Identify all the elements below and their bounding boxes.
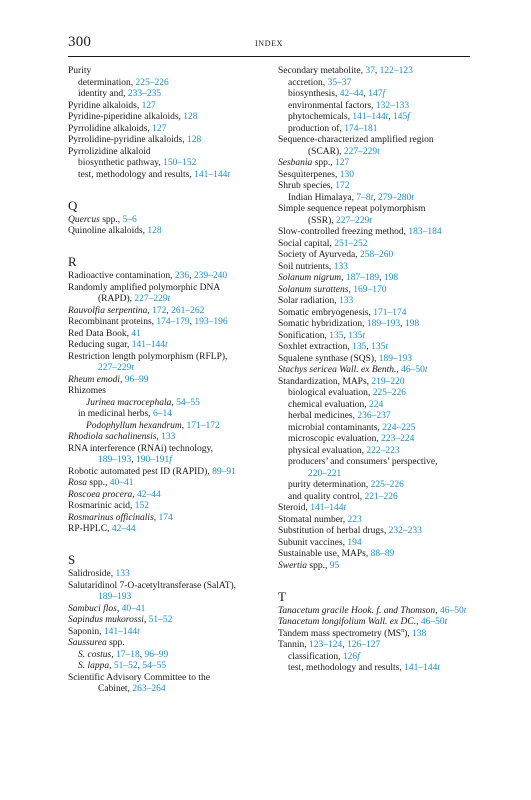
index-entry: Salidroside, 133: [68, 569, 130, 579]
index-entry: Simple sequence repeat polymorphism: [278, 204, 426, 214]
page-ref[interactable]: 128: [187, 135, 202, 145]
page-ref[interactable]: 194: [347, 537, 362, 548]
index-entry: Scientific Advisory Committee to the: [68, 672, 210, 683]
index-subentry: test, methodology and results, 141–144t: [78, 169, 230, 180]
page-ref[interactable]: 132–133: [375, 100, 410, 111]
page-ref[interactable]: 189–193: [378, 353, 413, 364]
page-ref[interactable]: 133: [333, 261, 348, 272]
page-ref[interactable]: 258–260: [359, 250, 394, 260]
page-ref[interactable]: 135t: [371, 342, 389, 352]
page-ref[interactable]: 187–189: [345, 273, 380, 283]
page-ref[interactable]: 126–127: [347, 640, 381, 650]
index-subentry: S. lappa, 51–52, 54–55: [78, 661, 167, 671]
index-entry: Slow-controlled freezing method, 183–184: [278, 227, 442, 237]
page-ref[interactable]: 54–55: [142, 661, 167, 671]
index-subentry: production of, 174–181: [288, 123, 378, 134]
running-head: INDEX: [255, 39, 283, 48]
page-ref[interactable]: 95: [329, 560, 340, 571]
page-ref[interactable]: 232–233: [388, 526, 422, 536]
page-ref[interactable]: 263–264: [132, 684, 166, 694]
page-ref[interactable]: 236: [174, 271, 190, 281]
page-ref[interactable]: 37: [365, 66, 375, 76]
page-ref[interactable]: 5–6: [122, 214, 137, 225]
page-ref[interactable]: 40–41: [121, 603, 146, 614]
index-entry-cont: (SSR), 227–229t: [308, 215, 372, 226]
page-ref[interactable]: 6–14: [152, 409, 172, 419]
index-entry: RNA interference (RNAi) technology,: [68, 443, 214, 454]
page-ref[interactable]: 225–226: [135, 77, 169, 88]
page-ref[interactable]: 150–152: [163, 158, 197, 168]
page-ref[interactable]: 221–226: [364, 491, 398, 502]
page-header: [68, 34, 470, 54]
page-ref[interactable]: 135: [329, 330, 344, 341]
index-entry: Radioactive contamination, 236, 239–240: [68, 271, 228, 281]
page-ref[interactable]: 183–184: [408, 227, 442, 237]
index-entry: Secondary metabolite, 37, 122–123: [278, 66, 413, 76]
index-entry: Solar radiation, 133: [278, 296, 354, 306]
index-entry: Solanum nigrum, 187–189, 198: [278, 273, 399, 283]
page-ref[interactable]: 42–44: [137, 489, 161, 500]
page-ref[interactable]: 127: [335, 158, 350, 168]
index-entry: Rosmarinus officinalis, 174: [68, 512, 173, 523]
page-ref[interactable]: 141–144t: [352, 112, 389, 122]
index-entry: Pyridine-piperidine alkaloids, 128: [68, 112, 198, 122]
index-entry: Stomatal number, 223: [278, 514, 362, 525]
page-ref[interactable]: 174–181: [344, 123, 378, 134]
index-entry: Rosa spp., 40–41: [68, 478, 134, 488]
page-ref[interactable]: 135: [352, 342, 367, 352]
index-entry: Rhodiola sachalinensis, 133: [68, 432, 176, 442]
page-ref[interactable]: 171–174: [373, 307, 407, 318]
index-entry: Pyrrolidine-pyridine alkaloids, 128: [68, 135, 202, 145]
index-entry: Somatic hybridization, 189–193, 198: [278, 319, 420, 329]
page-ref[interactable]: 219–220: [371, 376, 405, 387]
index-entry: Somatic embryogenesis, 171–174: [278, 307, 407, 318]
index-subentry: environmental factors, 132–133: [288, 100, 410, 111]
index-subentry: phytochemicals, 141–144t, 145f: [288, 112, 410, 122]
page-ref[interactable]: 227–229t: [335, 215, 372, 226]
index-subentry: chemical evaluation, 224: [288, 399, 384, 410]
index-entry: Society of Ayurveda, 258–260: [278, 250, 394, 260]
index-entry: Sequence-characterized amplified region: [278, 135, 434, 145]
index-entry: Rheum emodi, 96–99: [68, 374, 149, 385]
index-entry: Saussurea spp.: [68, 638, 125, 648]
index-entry: Sonification, 135, 135t: [278, 330, 366, 341]
index-entry: Tanacetum longifolium Wall. ex DC., 46–50t: [278, 617, 448, 627]
page-ref[interactable]: 224: [368, 399, 384, 410]
section-letter-q: Q: [68, 197, 78, 213]
index-entry: Sustainable use, MAPs, 88–89: [278, 549, 395, 559]
page-ref[interactable]: 7–8t: [356, 192, 374, 203]
index-entry-cont: (SCAR), 227–229t: [308, 146, 380, 157]
page-number: 300: [68, 34, 92, 50]
index-subentry: Jurinea macrocephala, 54–55: [86, 397, 200, 408]
index-entry: Stachys sericea Wall. ex Benth., 46–50t: [278, 365, 428, 375]
index-entry: Saponin, 141–144t: [68, 626, 140, 637]
index-entry: Steroid, 141–144t: [278, 503, 347, 513]
page-ref[interactable]: 126f: [342, 651, 360, 662]
page-ref[interactable]: 35–37: [327, 77, 352, 88]
index-column-right: [278, 66, 474, 675]
index-entry: Restriction length polymorphism (RFLP),: [68, 351, 228, 362]
index-entry: Substitution of herbal drugs, 232–233: [278, 526, 422, 536]
index-subentry: determination, 225–226: [78, 77, 169, 88]
page-ref[interactable]: 279–280t: [377, 192, 414, 203]
index-entry: Roscoea procera, 42–44: [68, 489, 161, 500]
page-ref[interactable]: 123–124: [309, 640, 343, 650]
index-subentry: biological evaluation, 225–226: [288, 388, 406, 398]
page-ref[interactable]: 223–224: [381, 434, 415, 444]
page-ref[interactable]: 127: [141, 100, 156, 111]
page-ref[interactable]: 236–237: [357, 411, 391, 421]
index-subentry: identity and, 233–235: [78, 89, 162, 99]
page-ref[interactable]: 152: [134, 501, 149, 511]
page-ref[interactable]: 96–99: [144, 649, 169, 660]
page-ref[interactable]: 174: [158, 512, 173, 523]
page-ref[interactable]: 222–223: [366, 445, 400, 456]
index-entry: Recombinant proteins, 174–179, 193–196: [68, 317, 228, 327]
index-entry: Sesbania spp., 127: [278, 158, 350, 168]
index-entry: Rosmarinic acid, 152: [68, 501, 149, 511]
page-ref[interactable]: 89–91: [212, 466, 236, 477]
page-ref[interactable]: 128: [183, 112, 198, 122]
page-ref[interactable]: 189–193: [98, 455, 132, 465]
page-ref[interactable]: 227–229t: [343, 146, 380, 157]
index-column-left: [68, 66, 264, 696]
section-letter-t: T: [278, 588, 286, 604]
index-entry: Robotic automated pest ID (RAPID), 89–91: [68, 466, 236, 477]
page-ref[interactable]: 169–170: [353, 284, 387, 295]
page-ref[interactable]: 46–50t: [439, 605, 467, 616]
page-ref[interactable]: 227–229t: [98, 363, 134, 373]
page-ref[interactable]: 225–226: [372, 388, 406, 398]
page-ref[interactable]: 171–172: [186, 420, 220, 431]
index-entry-cont: [68, 363, 264, 375]
index-entry: Sambuci flos, 40–41: [68, 603, 146, 614]
index-entry: Subunit vaccines, 194: [278, 537, 362, 548]
page-ref[interactable]: 261–262: [171, 305, 205, 316]
index-entry: Purity: [68, 66, 92, 76]
index-entry: Quercus spp., 5–6: [68, 214, 137, 225]
index-entry: Rauvolfia serpentina, 172, 261–262: [68, 305, 205, 316]
page-ref[interactable]: 51–52: [113, 661, 138, 671]
index-entry: Rhizomes: [68, 386, 106, 396]
index-subentry: accretion, 35–37: [288, 77, 352, 88]
index-subentry-cont: [278, 469, 474, 481]
page-ref[interactable]: 138: [412, 628, 427, 639]
index-subentry: in medicinal herbs, 6–14: [78, 409, 172, 419]
page-ref[interactable]: 233–235: [127, 89, 162, 99]
page-ref[interactable]: 128: [147, 226, 162, 236]
page-ref[interactable]: 133: [115, 569, 130, 579]
page-ref[interactable]: 239–240: [193, 271, 228, 281]
page-ref[interactable]: 190–191f: [136, 455, 172, 465]
index-entry: Tannin, 123–124, 126–127: [278, 640, 381, 650]
page-ref[interactable]: 141–144t: [131, 340, 168, 350]
page-ref[interactable]: 135t: [348, 330, 366, 341]
index-entry: Salutaridinol 7-O-acetyltransferase (SalAT),: [68, 580, 237, 591]
index-subentry: producers’ and consumers’ perspective,: [288, 457, 438, 467]
page-ref[interactable]: 122–123: [379, 66, 413, 76]
page-ref[interactable]: 46–50t: [401, 365, 428, 375]
index-entry: Soil nutrients, 133: [278, 261, 348, 272]
index-entry-cont: Cabinet, 263–264: [98, 684, 166, 694]
page-ref[interactable]: 88–89: [370, 549, 395, 559]
header-rule: [68, 56, 470, 57]
page-ref[interactable]: 189–193: [98, 592, 132, 602]
index-entry: Pyrrolidine alkaloids, 127: [68, 123, 167, 134]
page-ref[interactable]: 40–41: [109, 478, 134, 488]
page-ref[interactable]: 174–179: [156, 317, 190, 327]
index-subentry: Indian Himalaya, 7–8t, 279–280t: [288, 192, 414, 203]
index-subentry: Podophyllum hexandrum, 171–172: [86, 420, 220, 431]
page-ref[interactable]: 198: [383, 273, 399, 283]
index-entry: Solanum surattens, 169–170: [278, 284, 387, 295]
index-subentry: microscopic evaluation, 223–224: [288, 434, 415, 444]
page-ref[interactable]: 223: [347, 514, 362, 525]
index-subentry: biosynthesis, 42–44, 147f: [288, 89, 386, 99]
index-entry: Shrub species, 172: [278, 181, 350, 191]
index-entry-cont: (RAPD), 227–229t: [98, 294, 171, 304]
index-subentry: test, methodology and results, 141–144t: [288, 663, 440, 673]
page-ref[interactable]: 41: [131, 328, 141, 339]
page-ref[interactable]: 17–18: [116, 649, 140, 660]
index-entry: Swertia spp., 95: [278, 560, 340, 571]
index-entry-cont: 189–193, 190–191f: [98, 455, 172, 465]
page-ref[interactable]: 127: [152, 123, 167, 134]
page-ref[interactable]: 147f: [368, 89, 386, 99]
page-ref[interactable]: 172: [152, 305, 167, 316]
page-ref[interactable]: 54–55: [176, 397, 200, 408]
index-entry: Red Data Book, 41: [68, 328, 141, 339]
page-ref[interactable]: 46–50t: [420, 617, 448, 627]
section-letter-r: R: [68, 254, 77, 269]
page-ref[interactable]: 42–44: [111, 524, 136, 534]
page-ref[interactable]: 227–229t: [134, 294, 171, 304]
index-subentry: classification, 126f: [288, 651, 360, 662]
index-entry: Tandem mass spectrometry $(MS^n)$, 138: [278, 627, 427, 639]
index-entry: Pyridine alkaloids, 127: [68, 100, 156, 111]
page-ref[interactable]: 133: [161, 432, 176, 442]
page-ref[interactable]: 251–252: [334, 238, 368, 249]
index-subentry: purity determination, 225–226: [288, 480, 404, 490]
page-ref[interactable]: 198: [404, 319, 420, 329]
index-entry: Social capital, 251–252: [278, 238, 368, 249]
page-ref[interactable]: 145f: [393, 112, 410, 122]
index-subentry: biosynthetic pathway, 150–152: [78, 158, 197, 168]
page-ref[interactable]: 130: [339, 169, 354, 180]
index-entry-cont: [68, 592, 264, 604]
section-letter-s: S: [68, 552, 76, 567]
page-ref[interactable]: 220–221: [308, 468, 342, 479]
page-ref[interactable]: 42–44: [339, 89, 364, 99]
page-ref[interactable]: 133: [338, 296, 354, 306]
index-subentry: microbial contaminants, 224–225: [288, 422, 416, 433]
index-subentry: herbal medicines, 236–237: [288, 411, 391, 421]
index-entry: Quinoline alkaloids, 128: [68, 226, 162, 236]
index-entry: Soxhlet extraction, 135, 135t: [278, 342, 389, 352]
page-ref[interactable]: 224–225: [382, 422, 416, 433]
index-entry: Tanacetum gracile Hook. f. and Thomson, 46–50t: [278, 605, 467, 616]
page-ref[interactable]: 96–99: [124, 374, 149, 385]
page-ref[interactable]: 193–196: [194, 317, 228, 327]
index-subentry: physical evaluation, 222–223: [288, 445, 400, 456]
index-entry: Sapindus mukorossi, 51–52: [68, 615, 173, 625]
page-ref[interactable]: 172: [335, 181, 350, 191]
page-ref[interactable]: 225–226: [370, 480, 404, 490]
page-ref[interactable]: 141–144t: [103, 626, 140, 637]
index-entry: Sesquiterpenes, 130: [278, 169, 354, 180]
page-ref[interactable]: 141–144t: [310, 503, 347, 513]
index-entry: RP-HPLC, 42–44: [68, 524, 136, 534]
page-ref[interactable]: 141–144t: [194, 169, 230, 180]
index-entry: Randomly amplified polymorphic DNA: [68, 282, 221, 293]
index-subentry: and quality control, 221–226: [288, 491, 398, 502]
index-entry: Squalene synthase (SQS), 189–193: [278, 353, 413, 364]
page-ref[interactable]: 141–144t: [404, 663, 440, 673]
index-entry: Standardization, MAPs, 219–220: [278, 376, 405, 387]
page-ref[interactable]: 189–193: [366, 319, 401, 329]
index-entry: Pyrrolizidine alkaloid: [68, 146, 151, 157]
index-subentry: S. costus, 17–18, 96–99: [78, 649, 169, 660]
page-ref[interactable]: 51–52: [148, 615, 173, 625]
index-entry: Reducing sugar, 141–144t: [68, 340, 168, 350]
